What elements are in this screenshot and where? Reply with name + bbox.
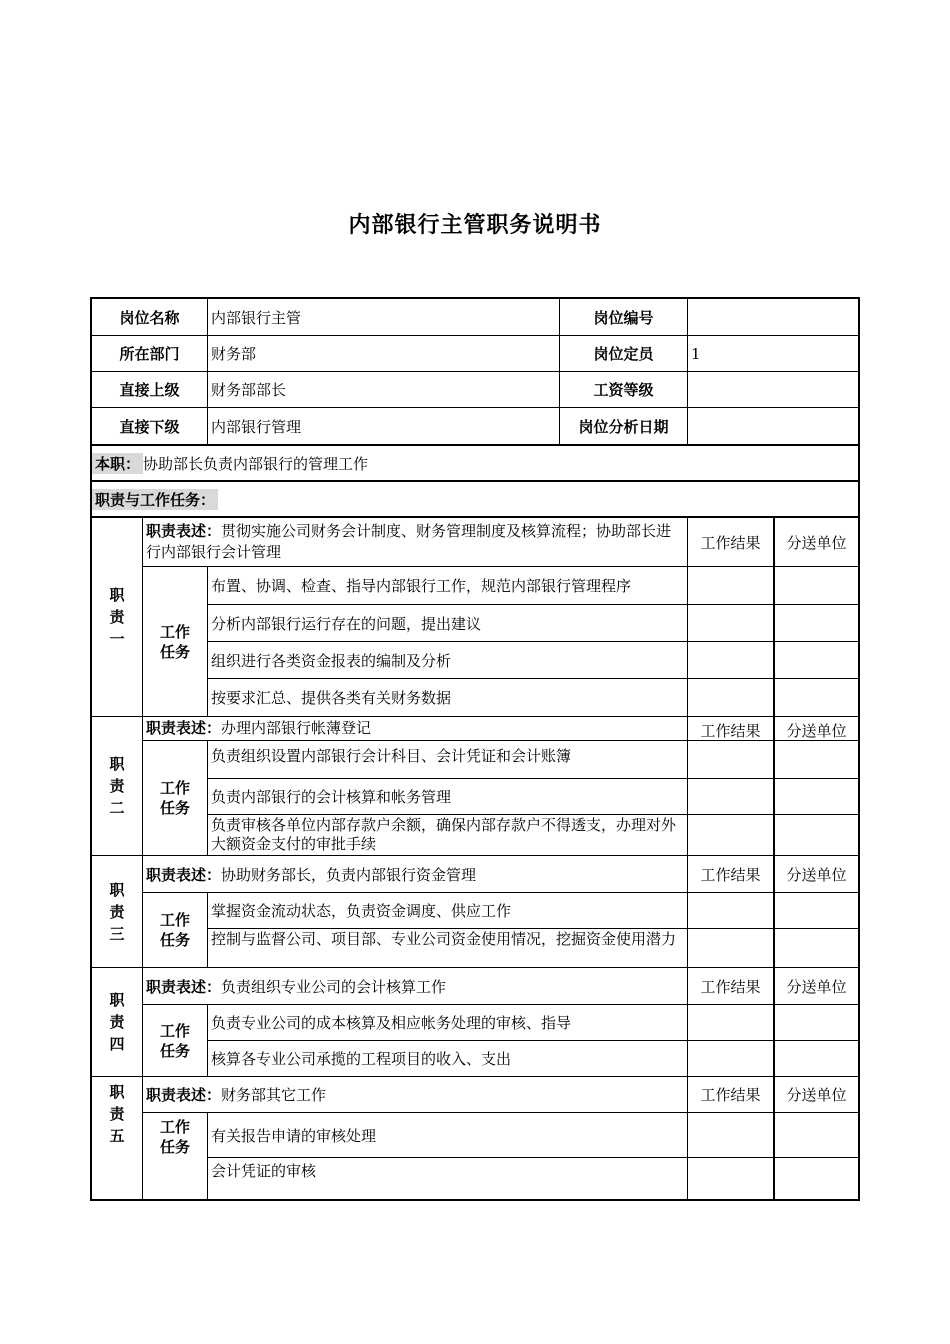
dest-header: 分送单位: [773, 1076, 858, 1112]
result-cell: [687, 1004, 773, 1040]
result-header: 工作结果: [687, 855, 773, 892]
dest-cell: [773, 604, 858, 641]
task-item: 负责审核各单位内部存款户余额，确保内部存款户不得透支，办理对外大额资金支付的审批手续: [207, 814, 687, 855]
dest-header: 分送单位: [773, 518, 858, 566]
position-code-label: 岗位编号: [559, 299, 687, 335]
result-cell: [687, 814, 773, 855]
position-name-value: 内部银行主管: [207, 299, 559, 335]
page-title: 内部银行主管职务说明书: [348, 213, 602, 238]
responsibility-3-label: 职责三: [92, 855, 142, 967]
subordinate-label: 直接下级: [92, 407, 207, 444]
task-item: 组织进行各类资金报表的编制及分析: [207, 641, 687, 678]
department-label: 所在部门: [92, 335, 207, 371]
task-item: 按要求汇总、提供各类有关财务数据: [207, 678, 687, 716]
result-header: 工作结果: [687, 1076, 773, 1112]
responsibilities: [92, 516, 858, 1199]
task-label: 工作任务: [142, 892, 207, 967]
position-code-value: [687, 299, 858, 335]
result-cell: [687, 641, 773, 678]
task-item: 有关报告申请的审核处理: [207, 1112, 687, 1157]
duty-text: 协助部长负责内部银行的管理工作: [143, 454, 369, 473]
responsibility-5-label: 职责五: [92, 1076, 142, 1199]
analysis-date-value: [687, 407, 858, 444]
task-item: 核算各专业公司承揽的工程项目的收入、支出: [207, 1040, 687, 1076]
result-cell: [687, 778, 773, 814]
responsibility-5-description: 职责表述： 财务部其它工作: [142, 1076, 687, 1112]
task-item: 负责专业公司的成本核算及相应帐务处理的审核、指导: [207, 1004, 687, 1040]
result-cell: [687, 566, 773, 604]
headcount-label: 岗位定员: [559, 335, 687, 371]
analysis-date-label: 岗位分析日期: [559, 407, 687, 444]
task-label: 工作任务: [142, 1004, 207, 1076]
responsibility-2-description: 职责表述：办理内部银行帐薄登记: [142, 716, 687, 740]
responsibility-1-description: 职责表述：贯彻实施公司财务会计制度、财务管理制度及核算流程；协助部长进行内部银行会计管理: [142, 518, 687, 566]
section-label: 职责与工作任务：: [92, 489, 218, 510]
responsibility-4-label: 职责四: [92, 967, 142, 1076]
task-item: 负责组织设置内部银行会计科目、会计凭证和会计账簿: [207, 740, 687, 778]
responsibility-4-description: 职责表述： 负责组织专业公司的会计核算工作: [142, 967, 687, 1004]
task-item: 负责内部银行的会计核算和帐务管理: [207, 778, 687, 814]
department-value: 财务部: [207, 335, 559, 371]
responsibility-2-label: 职责二: [92, 716, 142, 855]
result-cell: [687, 740, 773, 778]
duty-label: 本职：: [92, 453, 143, 474]
dest-cell: [773, 778, 858, 814]
job-description-table: [90, 297, 860, 1201]
dest-cell: [773, 678, 858, 716]
task-item: 控制与监督公司、项目部、专业公司资金使用情况，挖掘资金使用潜力: [207, 928, 687, 967]
dest-cell: [773, 1040, 858, 1076]
headcount-value: 1: [687, 335, 858, 371]
result-cell: [687, 604, 773, 641]
responsibility-3-description: 职责表述： 协助财务部长，负责内部银行资金管理: [142, 855, 687, 892]
salary-grade-value: [687, 371, 858, 407]
dest-cell: [773, 740, 858, 778]
result-header: 工作结果: [687, 716, 773, 740]
task-item: 会计凭证的审核: [207, 1157, 687, 1199]
task-label: 工作任务: [142, 740, 207, 855]
dest-cell: [773, 814, 858, 855]
dest-cell: [773, 1004, 858, 1040]
dest-cell: [773, 1112, 858, 1157]
responsibility-1-label: 职责一: [109, 586, 125, 648]
dest-header: 分送单位: [773, 855, 858, 892]
result-cell: [687, 678, 773, 716]
dest-cell: [773, 1157, 858, 1199]
dest-cell: [773, 566, 858, 604]
task-label: 工作任务: [142, 1112, 207, 1199]
dest-header: 分送单位: [773, 967, 858, 1004]
result-cell: [687, 928, 773, 967]
result-cell: [687, 1112, 773, 1157]
duty-row: [92, 444, 858, 480]
task-item: 布置、协调、检查、指导内部银行工作，规范内部银行管理程序: [207, 566, 687, 604]
dest-cell: [773, 928, 858, 967]
position-name-label: 岗位名称: [119, 308, 180, 327]
result-header: 工作结果: [687, 967, 773, 1004]
task-item: 分析内部银行运行存在的问题，提出建议: [207, 604, 687, 641]
result-cell: [687, 1157, 773, 1199]
section-header: [92, 480, 858, 516]
task-item: 掌握资金流动状态，负责资金调度、供应工作: [207, 892, 687, 928]
salary-grade-label: 工资等级: [559, 371, 687, 407]
result-header: 工作结果: [687, 518, 773, 566]
result-cell: [687, 1040, 773, 1076]
superior-value: 财务部部长: [207, 371, 559, 407]
dest-header: 分送单位: [773, 716, 858, 740]
superior-label: 直接上级: [92, 371, 207, 407]
dest-cell: [773, 892, 858, 928]
task-label: 工作任务: [142, 566, 207, 716]
result-cell: [687, 892, 773, 928]
subordinate-value: 内部银行管理: [207, 407, 559, 444]
dest-cell: [773, 641, 858, 678]
